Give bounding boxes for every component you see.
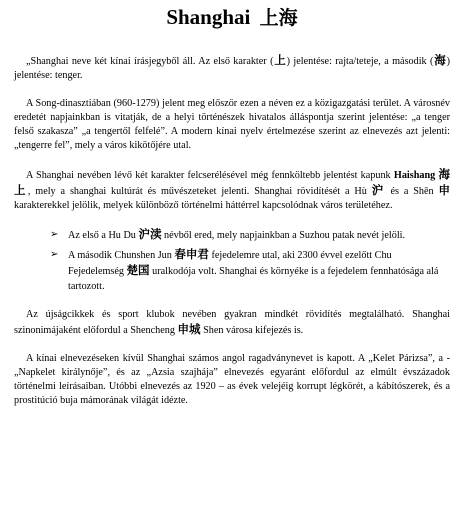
cjk-char: 春申君 (174, 247, 209, 261)
cjk-char: 楚国 (126, 263, 150, 277)
cjk-char: 海 (433, 53, 447, 67)
cjk-char: 沪 (371, 183, 386, 197)
cjk-char: 申城 (177, 322, 201, 336)
paragraph-5: A kínai elnevezéseken kívül Shanghai számos angol ragadványnevet is kapott. A „Kelet Párizsa”, a - „Napkelet királynője”, és az „Azsia szajhája” elnevezés egyaránt előfordul az elmúlt évszázadok történelmi leírásaiban. Utóbbi elnevezés az 1920 – as évek velejéig korrupt légkörét, a kábítószerek, és a prostitúció buja mámorának világát idézte. (14, 353, 450, 406)
cjk-char: 沪渎 (138, 227, 162, 241)
arrow-bullet-icon: ➢ (50, 249, 59, 260)
paragraph-4: Az újságcikkek és sport klubok nevében gyakran mindkét rövidítés megtalálható. Shanghai szinonimájaként előfordul a Shencheng 申城 Shen városa kifejezés is. (14, 309, 450, 336)
list-item: ➢ A második Chunshen Jun 春申君 fejedelemre utal, aki 2300 évvel ezelőtt Chu Fejedelemség 楚国 uralkodója volt. Shanghai és környéke is a fejedelem fennhatósága alá tartozott. (50, 247, 439, 292)
title-latin: Shanghai (166, 5, 251, 29)
list-item: ➢ Az első a Hu Du 沪渎 névből ered, mely napjainkban a Suzhou patak nevét jelöli. (50, 227, 406, 241)
cjk-char: 海上 (14, 167, 451, 197)
page-title (14, 4, 450, 31)
arrow-bullet-icon: ➢ (50, 229, 59, 240)
cjk-char: 申 (438, 183, 450, 197)
bullet-list (14, 227, 450, 294)
paragraph-1: „Shanghai neve két kínai írásjegyből áll. Az első karakter (上) jelentése: rajta/teteje, a második (海) jelentése: tenger. (14, 53, 451, 81)
paragraph-3: A Shanghai nevében lévő két karakter felcserélésével még fennköltebb jelentést kapunk Haishang 海上, mely a shanghai kultúrát és művészeteket jelenti. Shanghai rövidítését a Hù 沪 és a Shēn 申 karakterekkel jelölik, melyek különböző történelmi háttérrel kapcsolódnak város területéhez. (14, 167, 451, 211)
bold-term: Haishang (393, 170, 436, 181)
title-cjk: 上海 (259, 7, 298, 29)
paragraph-2: A Song-dinasztiában (960-1279) jelent meg először ezen a néven ez a közigazgatási terület. A városnév eredetét napjainkban is vitatják, de a helyi történészek hivatalos álláspontja szerint jelentése: „a tenger felső szakasza” „a tengertől felfelé”. A modern kínai nyelv értelmezése szerint az elnevezés azt jelenti: „tengerre fel”, mely a város kikötőjére utal. (14, 98, 450, 151)
cjk-char: 上 (273, 53, 287, 67)
